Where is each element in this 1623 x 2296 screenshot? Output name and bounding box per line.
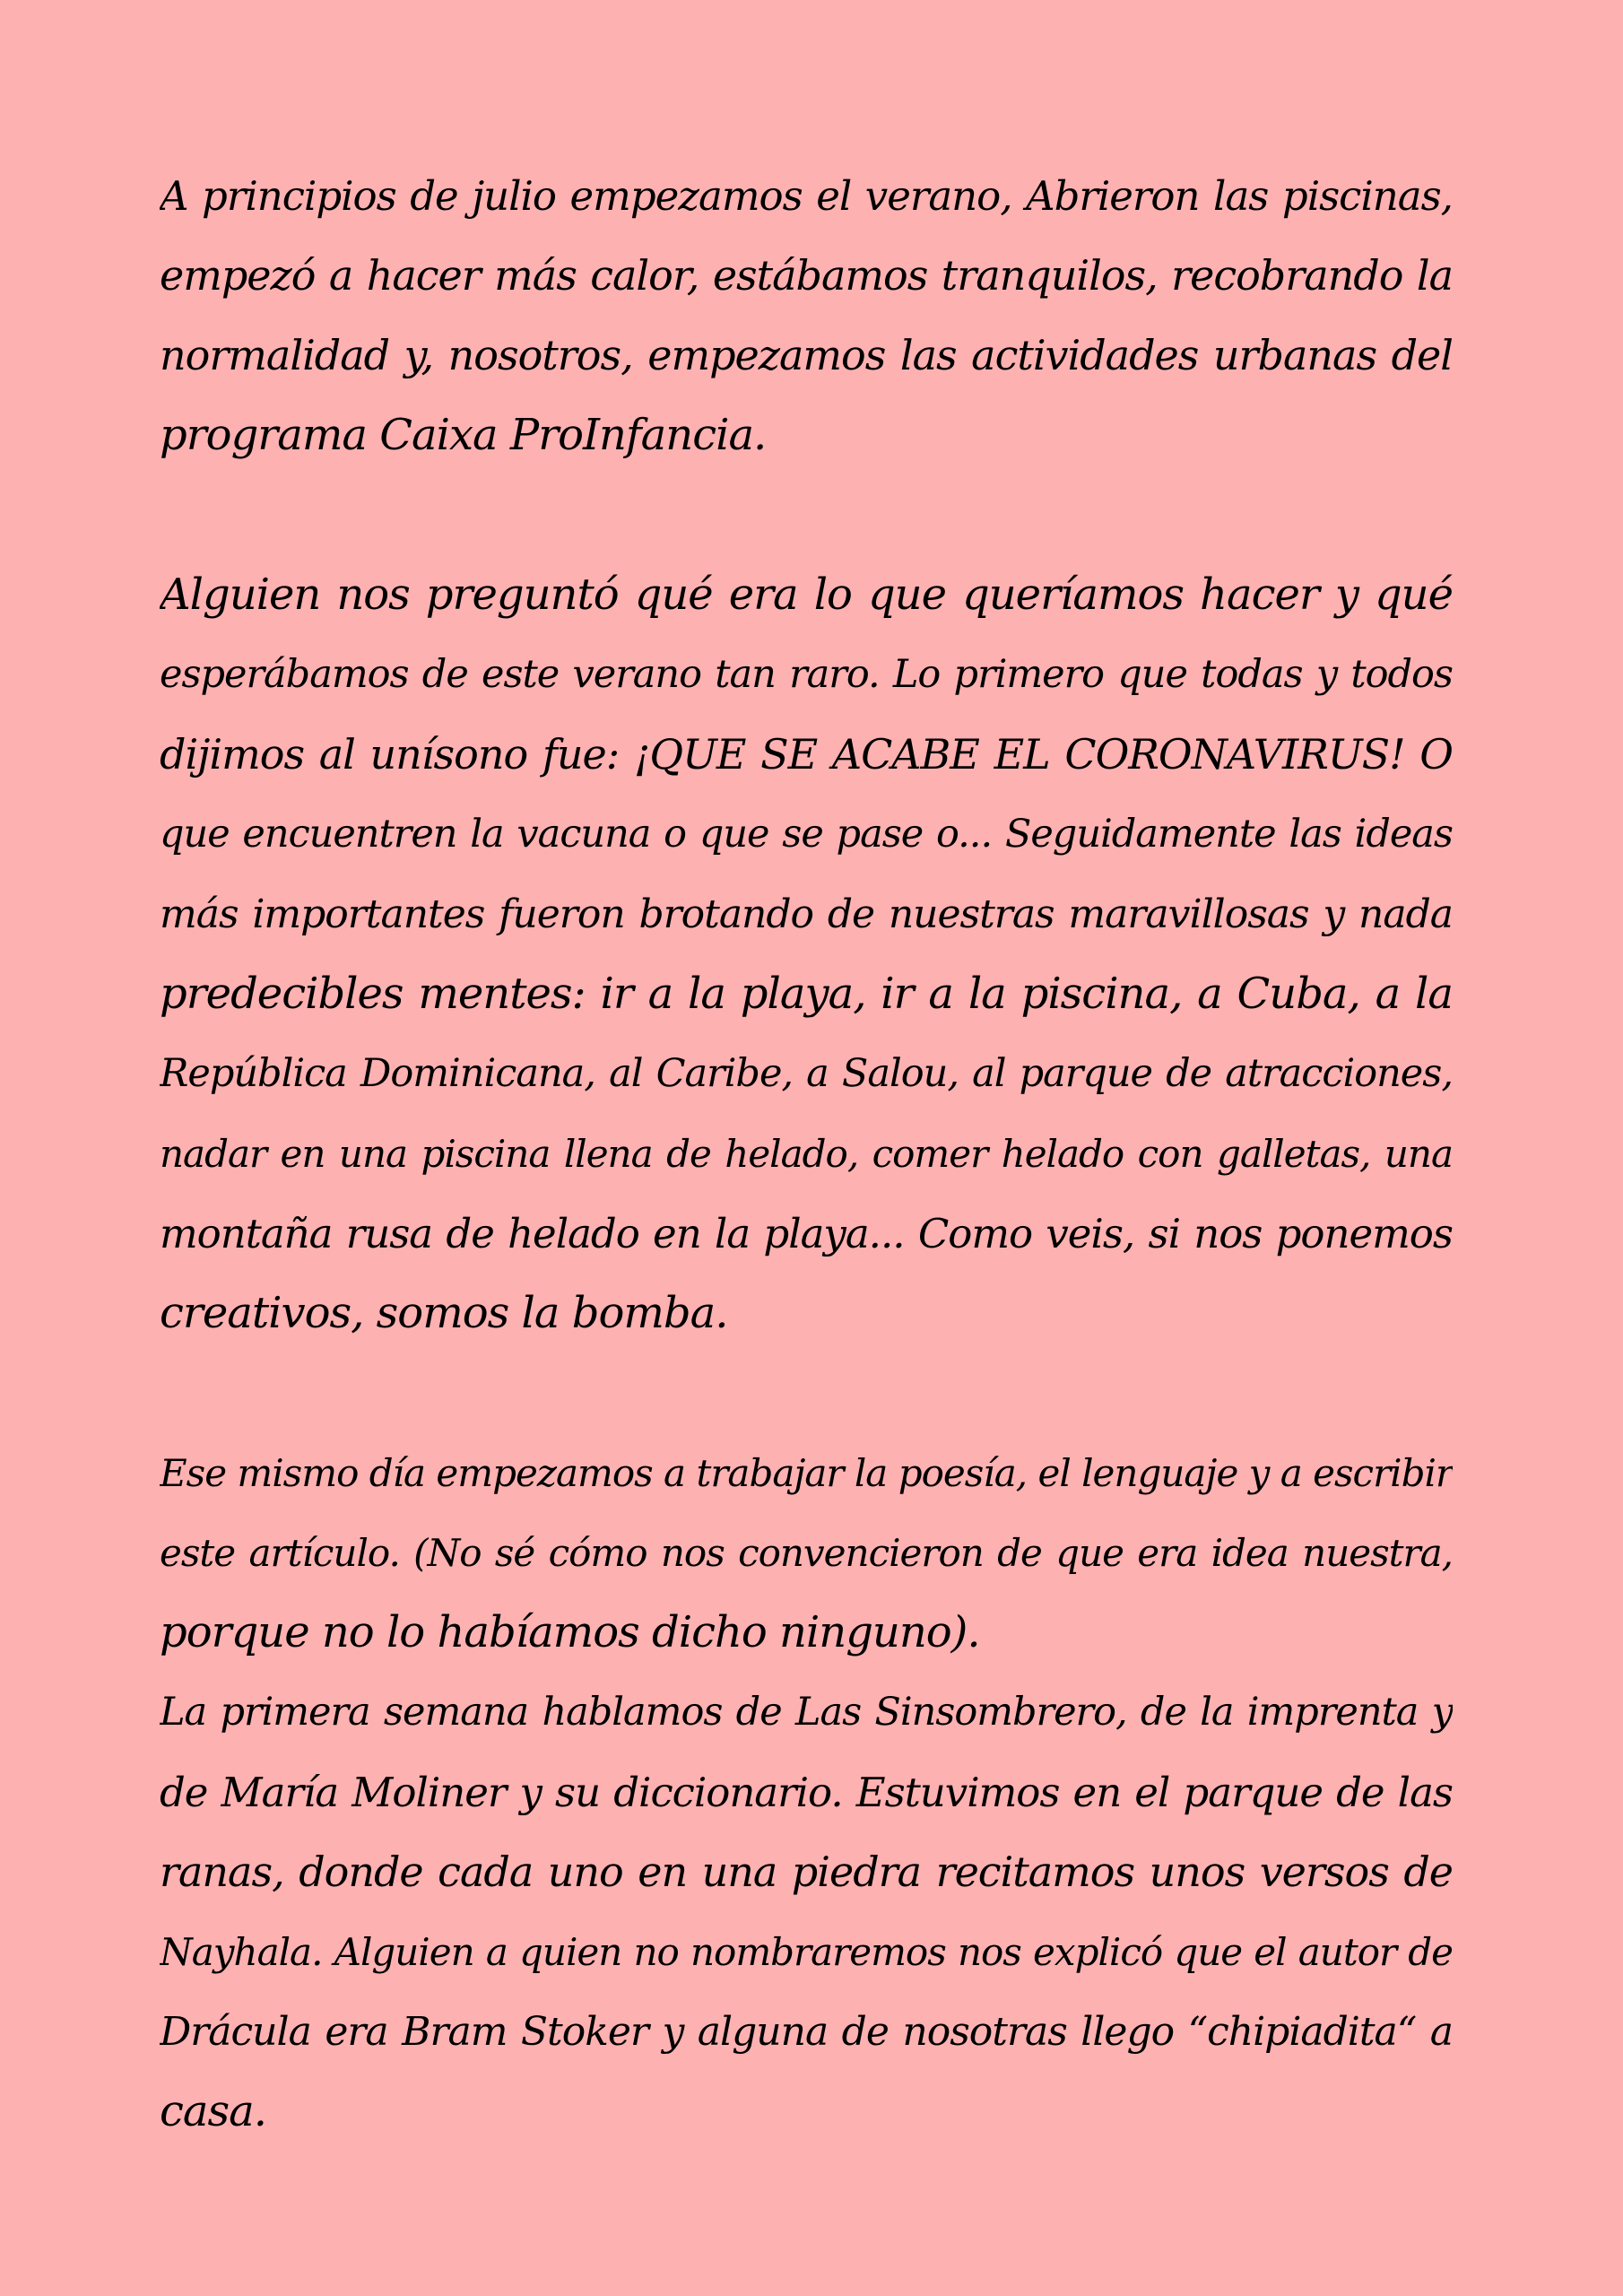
paragraph-first-week	[160, 1673, 1453, 2152]
text-line: nadar en una piscina llena de helado, comer helado con galletas, una	[160, 1132, 1453, 1176]
text-line: Alguien nos preguntó qué era lo que queríamos hacer y qué	[160, 570, 1453, 620]
paragraph-poetry	[160, 1433, 1453, 1673]
text-line: predecibles mentes: ir a la playa, ir a la piscina, a Cuba, a la	[160, 969, 1453, 1019]
text-line: La primera semana hablamos de Las Sinsombrero, de la imprenta y	[160, 1690, 1453, 1735]
text-line: más importantes fueron brotando de nuestras maravillosas y nada	[160, 891, 1453, 937]
text-line: empezó a hacer más calor, estábamos tranquilos, recobrando la	[160, 251, 1453, 300]
paragraph-spacer	[160, 475, 1453, 555]
text-line: montaña rusa de helado en la playa... Como veis, si nos ponemos	[160, 1210, 1453, 1257]
text-line: este artículo. (No sé cómo nos convencieron de que era idea nuestra,	[160, 1531, 1453, 1575]
paragraph-spacer	[160, 1353, 1453, 1433]
text-line: porque no lo habíamos dicho ninguno).	[160, 1607, 980, 1657]
text-line: casa.	[160, 2086, 267, 2136]
text-line: Ese mismo día empezamos a trabajar la poesía, el lenguaje y a escribir	[160, 1451, 1453, 1495]
text-line: A principios de julio empezamos el verano, Abrieron las piscinas,	[160, 172, 1453, 220]
text-line: que encuentren la vacuna o que se pase o... Seguidamente las ideas	[160, 812, 1453, 857]
text-line: esperábamos de este verano tan raro. Lo primero que todas y todos	[160, 652, 1453, 697]
text-line: ranas, donde cada uno en una piedra recitamos unos versos de	[160, 1848, 1453, 1896]
text-line: normalidad y, nosotros, empezamos las actividades urbanas del	[160, 331, 1453, 379]
text-line: Drácula era Bram Stoker y alguna de nosotras llego “chipiadita“ a	[160, 2009, 1453, 2055]
text-line: de María Moliner y su diccionario. Estuvimos en el parque de las	[160, 1769, 1453, 1816]
paragraph-summer-start	[160, 156, 1453, 475]
text-line: creativos, somos la bomba.	[160, 1288, 728, 1338]
text-line: República Dominicana, al Caribe, a Salou, al parque de atracciones,	[160, 1051, 1453, 1096]
article-body	[160, 156, 1453, 2152]
paragraph-wishes	[160, 555, 1453, 1353]
text-line: Nayhala. Alguien a quien no nombraremos nos explicó que el autor de	[160, 1930, 1453, 1974]
text-line: dijimos al unísono fue: ¡QUE SE ACABE EL CORONAVIRUS! O	[160, 730, 1453, 778]
text-line: programa Caixa ProInfancia.	[160, 410, 767, 460]
